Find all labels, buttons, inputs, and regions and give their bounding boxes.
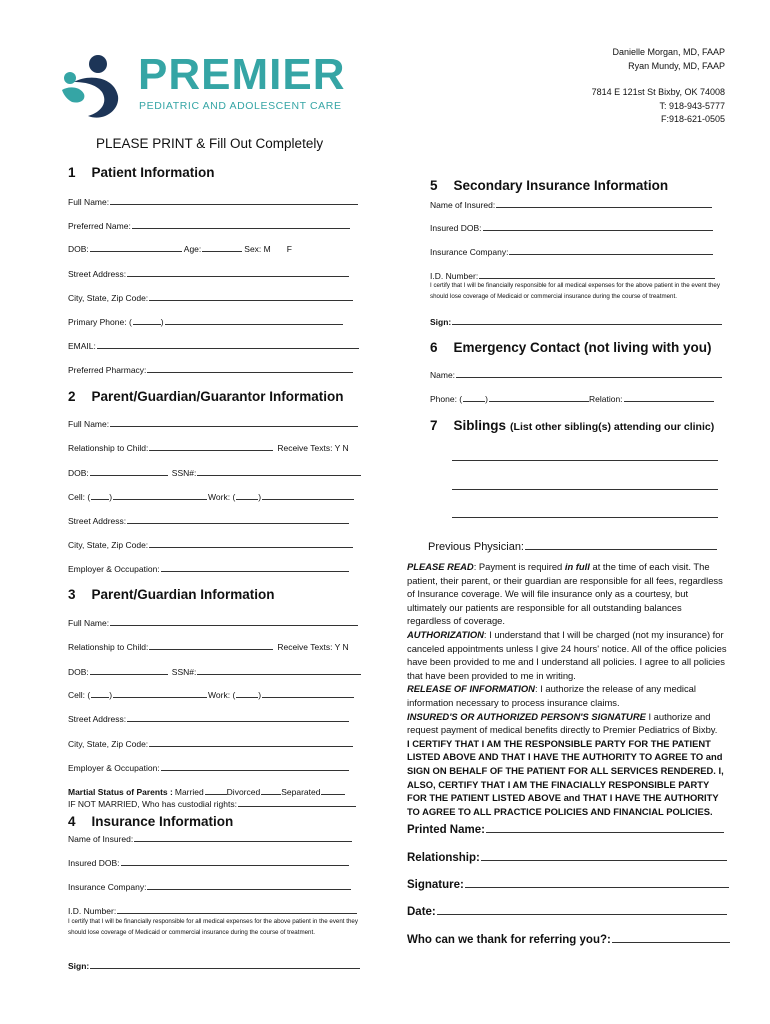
logo: [58, 48, 358, 128]
s2-city-field[interactable]: City, State, Zip Code:: [68, 539, 353, 551]
s2-dob-ssn-field[interactable]: DOB: SSN#:: [68, 467, 361, 479]
section-4-heading: 4 Insurance Information: [68, 814, 234, 829]
section-7-heading: 7 Siblings (List other sibling(s) attending our clinic): [430, 418, 715, 433]
sibling-line-3[interactable]: [452, 517, 718, 518]
logo-main-text: PREMIER: [138, 50, 346, 99]
s3-custodial-field[interactable]: IF NOT MARRIED, Who has custodial rights:: [68, 798, 356, 810]
section-number: 1: [68, 165, 76, 180]
logo-mark-icon: [58, 52, 130, 124]
practice-fax: F:918-621-0505: [660, 114, 725, 125]
printed-name-field[interactable]: Printed Name:: [407, 822, 724, 836]
s5-insured-dob-field[interactable]: Insured DOB:: [430, 222, 713, 234]
s3-relationship-field[interactable]: Relationship to Child: Receive Texts: Y N: [68, 642, 349, 652]
s2-full-name-field[interactable]: Full Name:: [68, 418, 358, 430]
s3-full-name-field[interactable]: Full Name:: [68, 617, 358, 629]
s3-dob-ssn-field[interactable]: DOB: SSN#:: [68, 666, 361, 678]
s4-insurance-company-field[interactable]: Insurance Company:: [68, 881, 351, 893]
s3-employer-field[interactable]: Employer & Occupation:: [68, 762, 349, 774]
s1-city-field[interactable]: City, State, Zip Code:: [68, 292, 353, 304]
signature-field[interactable]: Signature:: [407, 877, 729, 891]
s3-cell-work-field[interactable]: Cell: ( ) Work: ( ): [68, 689, 354, 701]
s4-certify-text: I certify that I will be financially responsible for all medical expenses for the above patient in the event they should lose coverage of Medicaid or commercial insurance during the course of treatment.: [68, 918, 358, 936]
s5-insurance-company-field[interactable]: Insurance Company:: [430, 246, 713, 258]
s3-street-field[interactable]: Street Address:: [68, 713, 349, 725]
doctor-1: Danielle Morgan, MD, FAAP: [612, 47, 725, 57]
s4-id-number-field[interactable]: I.D. Number:: [68, 905, 357, 917]
section-title: Patient Information: [91, 165, 215, 180]
s2-street-field[interactable]: Street Address:: [68, 515, 349, 527]
practice-phone: T: 918-943-5777: [659, 100, 725, 111]
s1-email-field[interactable]: EMAIL:: [68, 340, 359, 352]
practice-info: [485, 46, 725, 127]
s2-relationship-field[interactable]: Relationship to Child: Receive Texts: Y N: [68, 443, 349, 453]
s4-insured-dob-field[interactable]: Insured DOB:: [68, 857, 349, 869]
s5-sign-field[interactable]: Sign:: [430, 316, 722, 328]
logo-sub-text: PEDIATRIC AND ADOLESCENT CARE: [139, 100, 342, 112]
s2-employer-field[interactable]: Employer & Occupation:: [68, 563, 349, 575]
s1-full-name-field[interactable]: Full Name:: [68, 196, 358, 208]
date-field[interactable]: Date:: [407, 904, 727, 918]
section-6-heading: 6 Emergency Contact (not living with you): [430, 340, 712, 355]
s1-street-field[interactable]: Street Address:: [68, 268, 349, 280]
s1-preferred-name-field[interactable]: Preferred Name:: [68, 220, 350, 232]
s3-marital-status-field[interactable]: Martial Status of Parents : Married Divorced Separated: [68, 786, 345, 798]
s3-city-field[interactable]: City, State, Zip Code:: [68, 738, 353, 750]
s1-primary-phone-field[interactable]: Primary Phone: ( ): [68, 316, 343, 328]
sibling-line-2[interactable]: [452, 489, 718, 490]
section-2-heading: 2 Parent/Guardian/Guarantor Information: [68, 389, 344, 404]
section-3-heading: 3 Parent/Guardian Information: [68, 587, 275, 602]
s4-sign-field[interactable]: Sign:: [68, 960, 360, 972]
s6-phone-relation-field[interactable]: Phone: ( ) Relation:: [430, 393, 714, 405]
previous-physician-field[interactable]: Previous Physician:: [428, 539, 717, 553]
s6-name-field[interactable]: Name:: [430, 369, 722, 381]
s2-cell-work-field[interactable]: Cell: ( ) Work: ( ): [68, 491, 354, 503]
section-1-heading: [68, 165, 215, 180]
print-instruction: PLEASE PRINT & Fill Out Completely: [96, 136, 324, 151]
referral-field[interactable]: Who can we thank for referring you?:: [407, 932, 730, 946]
s5-insured-name-field[interactable]: Name of Insured:: [430, 199, 712, 211]
practice-address: 7814 E 121st St Bixby, OK 74008: [591, 87, 725, 98]
s5-id-number-field[interactable]: I.D. Number:: [430, 270, 715, 282]
section-5-heading: 5 Secondary Insurance Information: [430, 178, 669, 193]
s1-dob-age-sex-field[interactable]: DOB: Age: Sex: M F: [68, 244, 292, 254]
s1-pharmacy-field[interactable]: Preferred Pharmacy:: [68, 364, 353, 376]
relationship-field[interactable]: Relationship:: [407, 850, 727, 864]
sibling-line-1[interactable]: [452, 460, 718, 461]
s4-insured-name-field[interactable]: Name of Insured:: [68, 833, 352, 845]
policy-text: PLEASE READ: Payment is required in full at the time of each visit. The patient, their parent, or their guardian are responsible for all fees, regardless of Insurance coverage. We will file insurance only as a courtesy, but ultimately our patients are responsible for all outstanding balances regardless of coverage. AUTHORIZATION: I understand that I will be charged (not my insurance) for canceled appointments unless I give 24 hours' notice. All of the office policies have been provided to me and I understand all policies. I agree to all policies that have been provided to me in writing. RELEASE OF INFORMATION: I authorize the release of any medical information necessary to process insurance claims. INSURED'S OR AUTHORIZED PERSON'S SIGNATURE I authorize and request payment of medical benefits directly to Premier Pediatrics of Bixby. I CERTIFY THAT I AM THE RESPONSIBLE PARTY FOR THE PATIENT LISTED ABOVE AND THAT I HAVE THE AUTHORITY TO AGREE TO and SIGN ON BEHALF OF THE PATIENT FOR ALL SERVICES RENDERED. I, ALSO, CERTIFY THAT I AM THE FINACIALLY RESPONSIBLE PARTY FOR THE PATIENT LISTED ABOVE and THAT I HAVE THE AUTHORITY TO AGREE TO ALL PRACTICE POLICIES AND FINANCIAL POLICIES.: [407, 561, 727, 817]
doctor-2: Ryan Mundy, MD, FAAP: [628, 60, 725, 71]
s5-certify-text: I certify that I will be financially responsible for all medical expenses for the above patient in the event they should lose coverage of Medicaid or commercial insurance during the course of treatment.: [430, 282, 720, 300]
